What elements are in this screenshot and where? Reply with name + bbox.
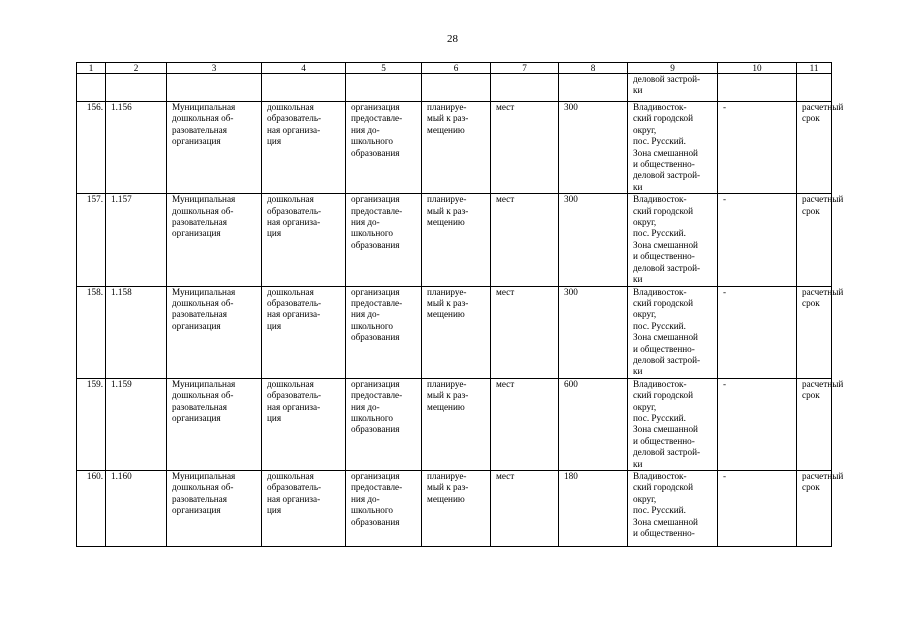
cell-name: Муниципальная дошкольная об- разовательная организация xyxy=(167,194,262,286)
cell-name: Муниципальная дошкольная об- разовательная организация xyxy=(167,378,262,470)
cell-purpose: организация предоставле- ния до- школьного образования xyxy=(346,102,422,194)
cell-unit: мест xyxy=(491,378,559,470)
column-header: 9 xyxy=(628,63,718,74)
cell-empty xyxy=(167,74,262,102)
column-header: 1 xyxy=(77,63,106,74)
continuation-row xyxy=(77,74,832,102)
cell-location: Владивосток- ский городской округ, пос. Русский. Зона смешанной и общественно- деловой застрой- ки xyxy=(628,102,718,194)
cell-purpose: организация предоставле- ния до- школьного образования xyxy=(346,286,422,378)
cell-col10: - xyxy=(718,471,797,547)
cell-code: 1.160 xyxy=(106,471,167,547)
cell-capacity: 300 xyxy=(559,102,628,194)
table-row xyxy=(77,286,832,378)
cell-name: Муниципальная дошкольная об- разовательная организация xyxy=(167,102,262,194)
cell-unit: мест xyxy=(491,102,559,194)
cell-code: 1.159 xyxy=(106,378,167,470)
cell-term: расчетный срок xyxy=(797,471,832,547)
cell-unit: мест xyxy=(491,286,559,378)
cell-empty xyxy=(797,74,832,102)
column-header: 2 xyxy=(106,63,167,74)
cell-purpose: организация предоставле- ния до- школьного образования xyxy=(346,194,422,286)
table-header-row xyxy=(77,63,832,74)
cell-empty xyxy=(422,74,491,102)
cell-type: дошкольная образователь- ная организа- ция xyxy=(262,471,346,547)
cell-type: дошкольная образователь- ная организа- ция xyxy=(262,194,346,286)
cell-term: расчетный срок xyxy=(797,102,832,194)
cell-location-continued: деловой застрой- ки xyxy=(628,74,718,102)
cell-code: 1.157 xyxy=(106,194,167,286)
column-header: 6 xyxy=(422,63,491,74)
cell-col10: - xyxy=(718,286,797,378)
cell-capacity: 300 xyxy=(559,286,628,378)
cell-empty xyxy=(77,74,106,102)
cell-empty xyxy=(491,74,559,102)
cell-number: 156. xyxy=(77,102,106,194)
cell-capacity: 300 xyxy=(559,194,628,286)
cell-code: 1.158 xyxy=(106,286,167,378)
column-header: 10 xyxy=(718,63,797,74)
cell-status: планируе- мый к раз- мещению xyxy=(422,471,491,547)
cell-type: дошкольная образователь- ная организа- ция xyxy=(262,286,346,378)
cell-number: 160. xyxy=(77,471,106,547)
cell-col10: - xyxy=(718,102,797,194)
cell-status: планируе- мый к раз- мещению xyxy=(422,194,491,286)
cell-purpose: организация предоставле- ния до- школьного образования xyxy=(346,471,422,547)
table-row xyxy=(77,102,832,194)
cell-term: расчетный срок xyxy=(797,286,832,378)
cell-capacity: 600 xyxy=(559,378,628,470)
cell-term: расчетный срок xyxy=(797,194,832,286)
cell-type: дошкольная образователь- ная организа- ция xyxy=(262,102,346,194)
cell-unit: мест xyxy=(491,471,559,547)
cell-code: 1.156 xyxy=(106,102,167,194)
table-row xyxy=(77,194,832,286)
cell-status: планируе- мый к раз- мещению xyxy=(422,286,491,378)
column-header: 5 xyxy=(346,63,422,74)
table-row xyxy=(77,471,832,547)
cell-purpose: организация предоставле- ния до- школьного образования xyxy=(346,378,422,470)
cell-status: планируе- мый к раз- мещению xyxy=(422,102,491,194)
cell-location: Владивосток- ский городской округ, пос. Русский. Зона смешанной и общественно- деловой застрой- ки xyxy=(628,194,718,286)
cell-unit: мест xyxy=(491,194,559,286)
cell-empty xyxy=(559,74,628,102)
column-header: 4 xyxy=(262,63,346,74)
cell-empty xyxy=(346,74,422,102)
cell-capacity: 180 xyxy=(559,471,628,547)
cell-type: дошкольная образователь- ная организа- ция xyxy=(262,378,346,470)
cell-number: 158. xyxy=(77,286,106,378)
cell-col10: - xyxy=(718,378,797,470)
cell-status: планируе- мый к раз- мещению xyxy=(422,378,491,470)
column-header: 7 xyxy=(491,63,559,74)
cell-location: Владивосток- ский городской округ, пос. Русский. Зона смешанной и общественно- xyxy=(628,471,718,547)
cell-name: Муниципальная дошкольная об- разовательная организация xyxy=(167,471,262,547)
cell-empty xyxy=(262,74,346,102)
column-header: 11 xyxy=(797,63,832,74)
cell-empty xyxy=(106,74,167,102)
cell-location: Владивосток- ский городской округ, пос. Русский. Зона смешанной и общественно- деловой застрой- ки xyxy=(628,378,718,470)
cell-location: Владивосток- ский городской округ, пос. Русский. Зона смешанной и общественно- деловой застрой- ки xyxy=(628,286,718,378)
page-number: 28 xyxy=(447,33,458,45)
facilities-table xyxy=(76,62,844,547)
table-body xyxy=(77,63,844,547)
cell-empty xyxy=(718,74,797,102)
cell-number: 157. xyxy=(77,194,106,286)
column-header: 8 xyxy=(559,63,628,74)
column-header: 3 xyxy=(167,63,262,74)
cell-number: 159. xyxy=(77,378,106,470)
cell-col10: - xyxy=(718,194,797,286)
cell-term: расчетный срок xyxy=(797,378,832,470)
table-row xyxy=(77,378,832,470)
cell-name: Муниципальная дошкольная об- разовательная организация xyxy=(167,286,262,378)
